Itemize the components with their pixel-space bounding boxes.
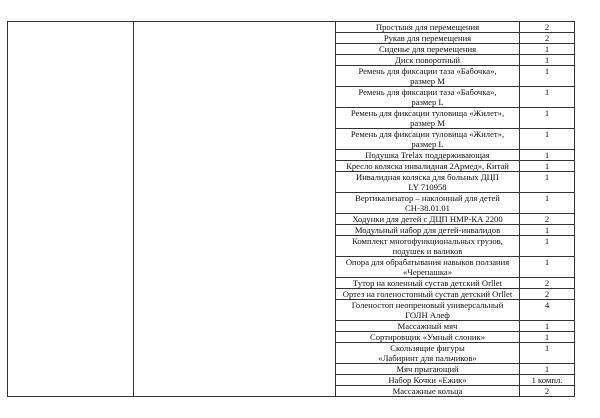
item-name-cell: Голеностоп неопреновый универсальный ГОЛН Алеф [336,300,520,321]
item-qty-cell: 2 [520,278,575,289]
item-qty-cell: 1 компл. [520,375,575,386]
item-qty-cell: 1 [520,87,575,108]
item-name-cell: Диск поворотный [336,55,520,66]
item-qty-cell: 1 [520,129,575,150]
item-qty-cell: 1 [520,236,575,257]
item-qty-cell: 2 [520,22,575,33]
item-qty-cell: 1 [520,55,575,66]
item-qty-cell: 1 [520,364,575,375]
item-name-cell: Комплект многофункциональных грузов, подушек и валиков [336,236,520,257]
item-name-cell: Ремень для фиксации туловища «Жилет», размер M [336,108,520,129]
item-qty-cell: 2 [520,386,575,397]
item-name-cell: Ходунки для детей с ДЦП НМР-КА 2200 [336,214,520,225]
item-name-cell: Модульный набор для детей-инвалидов [336,225,520,236]
item-name-cell: Набор Кочки «Ежик» [336,375,520,386]
item-qty-cell: 2 [520,289,575,300]
item-qty-cell: 2 [520,33,575,44]
item-qty-cell: 1 [520,257,575,278]
item-qty-cell: 1 [520,321,575,332]
item-qty-cell: 1 [520,108,575,129]
item-name-cell: Скользящие фигуры «Лабиринт для пальчиков» [336,343,520,364]
item-name-cell: Мяч прыгающий [336,364,520,375]
item-name-cell: Простыня для перемещения [336,22,520,33]
item-name-cell: Рукав для перемещения [336,33,520,44]
item-name-cell: Ремень для фиксации таза «Бабочка», размер L [336,87,520,108]
item-name-cell: Кресло коляска инвалидная 2Армед», Китай [336,161,520,172]
item-name-cell: Массажные кольца [336,386,520,397]
item-qty-cell: 1 [520,44,575,55]
item-name-cell: Ортез на голеностопный сустав детский Orllet [336,289,520,300]
item-qty-cell: 1 [520,172,575,193]
empty-column-2 [134,22,336,397]
item-qty-cell: 1 [520,150,575,161]
item-qty-cell: 1 [520,225,575,236]
item-name-cell: Вертикализатор – наклонный для детей СН-38.01.01 [336,193,520,214]
item-qty-cell: 1 [520,193,575,214]
item-name-cell: Инвалидная коляска для больных ДЦП LY 710958 [336,172,520,193]
item-name-cell: Подушка Trelax поддерживающая [336,150,520,161]
item-qty-cell: 1 [520,66,575,87]
item-name-cell: Тутор на коленный сустав детский Orllet [336,278,520,289]
item-qty-cell: 1 [520,343,575,364]
table-row [8,22,575,33]
empty-column-1 [8,22,134,397]
item-qty-cell: 1 [520,161,575,172]
item-qty-cell: 4 [520,300,575,321]
item-qty-cell: 2 [520,214,575,225]
item-name-cell: Массажный мяч [336,321,520,332]
item-name-cell: Опора для обрабатывания навыков ползания «Черепашка» [336,257,520,278]
item-name-cell: Ремень для фиксации таза «Бабочка», размер M [336,66,520,87]
item-qty-cell: 1 [520,332,575,343]
item-name-cell: Сиденье для перемещения [336,44,520,55]
item-name-cell: Ремень для фиксации туловища «Жилет», размер L [336,129,520,150]
equipment-table [7,21,575,397]
item-name-cell: Сортировщик «Умный слоник» [336,332,520,343]
